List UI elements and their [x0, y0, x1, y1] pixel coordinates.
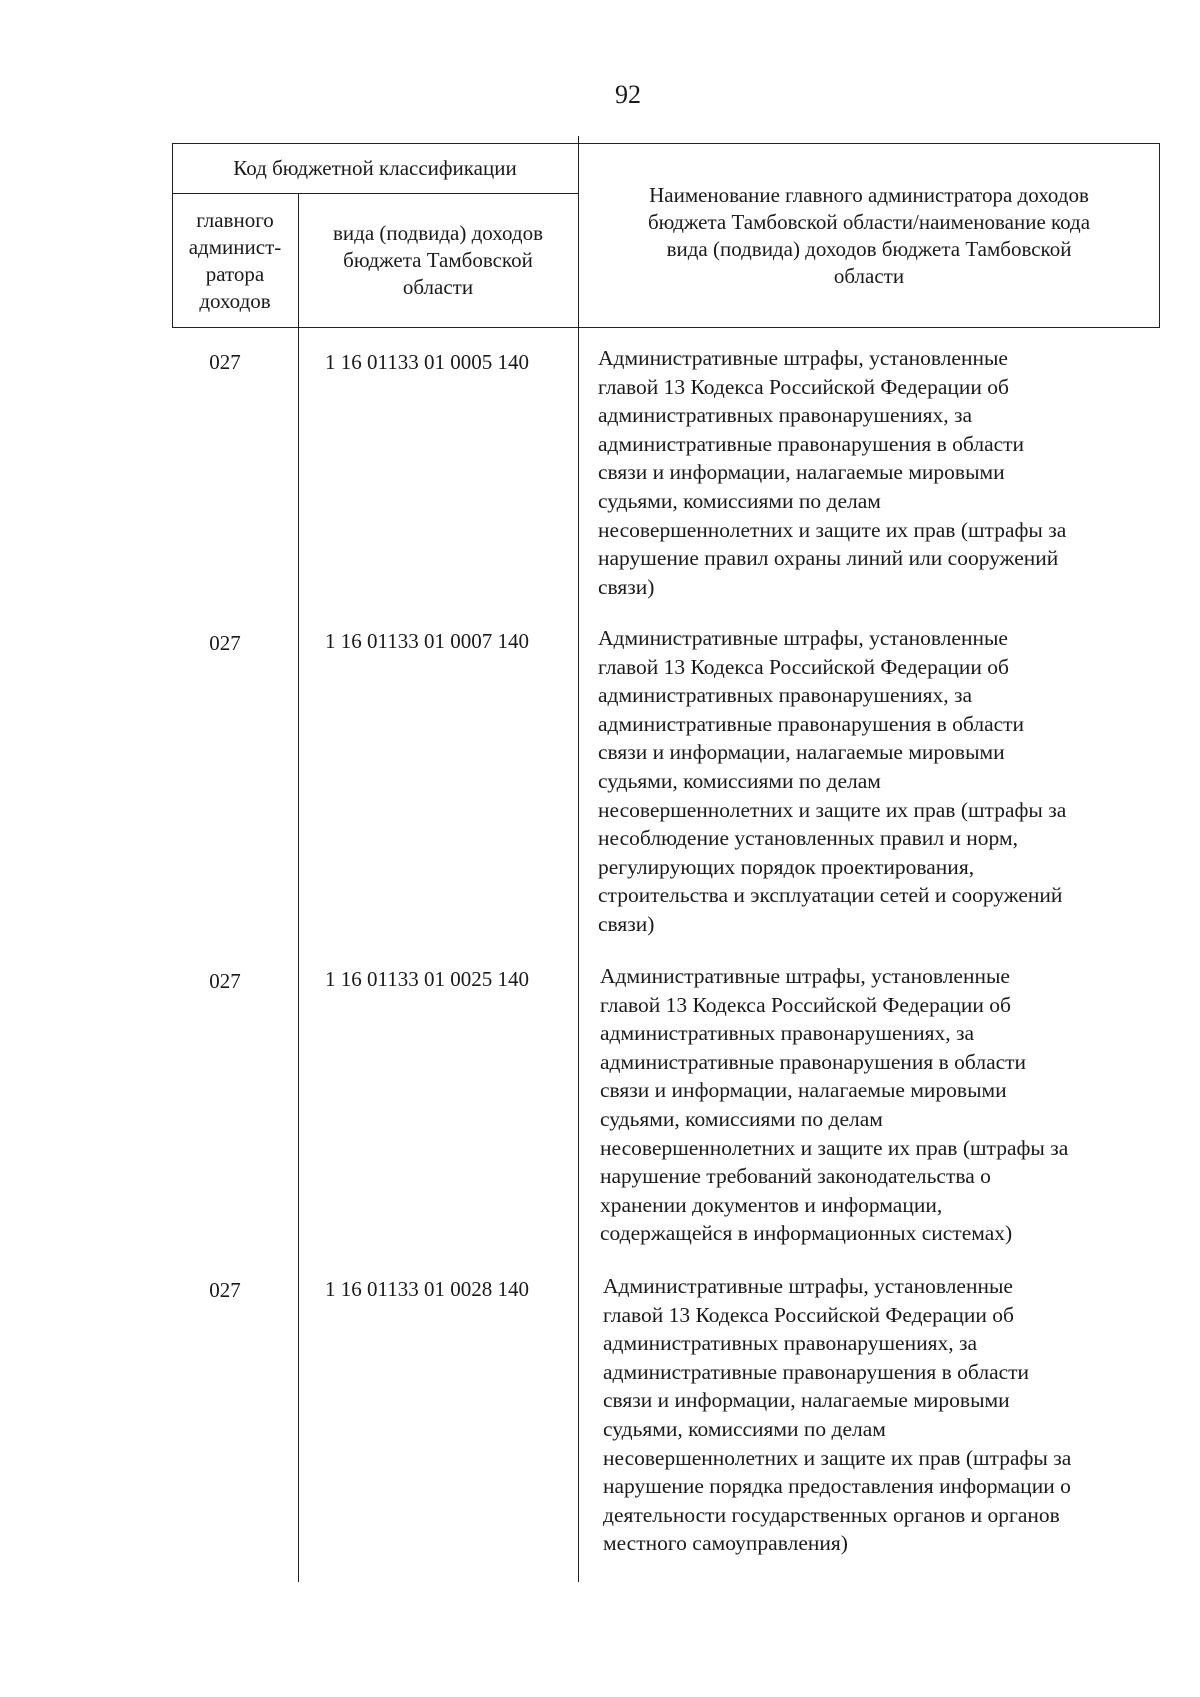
header-divider-group: [172, 193, 578, 194]
header-divider-codes: [298, 193, 299, 328]
body-divider-name: [578, 328, 579, 1582]
row-admin-code: 027: [209, 350, 241, 374]
row-admin-code: 027: [209, 631, 241, 655]
row-income-code: 1 16 01133 01 0028 140: [325, 1277, 529, 1301]
header-group-title: Код бюджетной классификации: [233, 155, 517, 180]
header-col-type: вида (подвида) доходов бюджета Тамбовской области: [333, 221, 543, 299]
row-income-code: 1 16 01133 01 0025 140: [325, 967, 529, 991]
row-income-code: 1 16 01133 01 0005 140: [325, 350, 529, 374]
header-divider-main: [578, 136, 579, 328]
row-admin-code: 027: [209, 969, 241, 993]
header-col-admin: главного админист-ратора доходов: [188, 207, 282, 313]
row-description: Административные штрафы, установленные главой 13 Кодекса Российской Федерации об административных правонарушениях, за административные правонарушения в области связи и информации, налагаемые мировыми судьями, комиссиями по делам несовершеннолетних и защите их прав (штрафы за нарушение порядка предоставления информации о деятельности государственных органов и органов местного самоуправления): [603, 1274, 1072, 1556]
row-description: Административные штрафы, установленные главой 13 Кодекса Российской Федерации об административных правонарушениях, за административные правонарушения в области связи и информации, налагаемые мировыми судьями, комиссиями по делам несовершеннолетних и защите их прав (штрафы за несоблюдение установленных правил и норм, регулирующих порядок проектирования, строительства и эксплуатации сетей и сооружений связи): [598, 626, 1067, 936]
header-col-name: Наименование главного администратора доходов бюджета Тамбовской области/наименование кода вида (подвида) доходов бюджета Тамбовской области: [647, 182, 1091, 288]
row-description: Административные штрафы, установленные главой 13 Кодекса Российской Федерации об административных правонарушениях, за административные правонарушения в области связи и информации, налагаемые мировыми судьями, комиссиями по делам несовершеннолетних и защите их прав (штрафы за нарушение требований законодательства о хранении документов и информации, содержащейся в информационных системах): [600, 964, 1069, 1246]
page-number: 92: [615, 80, 641, 109]
row-description: Административные штрафы, установленные главой 13 Кодекса Российской Федерации об административных правонарушениях, за административные правонарушения в области связи и информации, налагаемые мировыми судьями, комиссиями по делам несовершеннолетних и защите их прав (штрафы за нарушение правил охраны линий или сооружений связи): [598, 346, 1067, 599]
row-income-code: 1 16 01133 01 0007 140: [325, 629, 529, 653]
body-divider-codes: [298, 328, 299, 1582]
row-admin-code: 027: [209, 1278, 241, 1302]
